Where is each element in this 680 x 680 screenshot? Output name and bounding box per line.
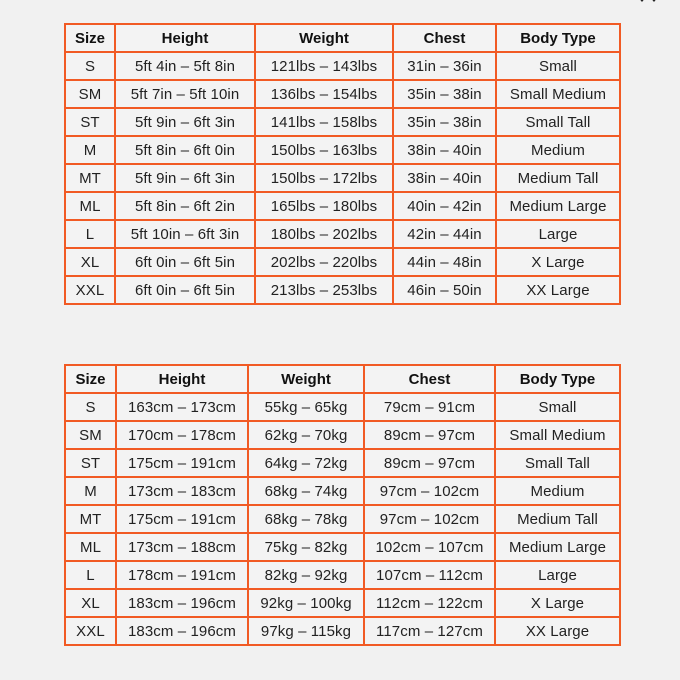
cell-body-type: Small <box>496 52 620 80</box>
cell-size: ST <box>65 449 116 477</box>
cell-height: 178cm – 191cm <box>116 561 248 589</box>
cell-height: 5ft 4in – 5ft 8in <box>115 52 255 80</box>
cell-chest: 97cm – 102cm <box>364 505 495 533</box>
cell-height: 6ft 0in – 6ft 5in <box>115 248 255 276</box>
cell-height: 5ft 10in – 6ft 3in <box>115 220 255 248</box>
cell-weight: 150lbs – 163lbs <box>255 136 393 164</box>
cell-body-type: Medium Tall <box>496 164 620 192</box>
cell-height: 175cm – 191cm <box>116 449 248 477</box>
header-chest: Chest <box>364 365 495 393</box>
cell-body-type: Medium Tall <box>495 505 620 533</box>
table-row <box>65 108 620 136</box>
header-body-type: Body Type <box>495 365 620 393</box>
table-row <box>65 421 620 449</box>
cell-chest: 107cm – 112cm <box>364 561 495 589</box>
cell-chest: 89cm – 97cm <box>364 449 495 477</box>
cell-chest: 102cm – 107cm <box>364 533 495 561</box>
header-height: Height <box>115 24 255 52</box>
cell-weight: 141lbs – 158lbs <box>255 108 393 136</box>
header-chest: Chest <box>393 24 496 52</box>
cell-height: 6ft 0in – 6ft 5in <box>115 276 255 304</box>
cell-chest: 46in – 50in <box>393 276 496 304</box>
table-row <box>65 561 620 589</box>
header-weight: Weight <box>248 365 364 393</box>
cell-weight: 68kg – 78kg <box>248 505 364 533</box>
cell-size: XXL <box>65 617 116 645</box>
cell-body-type: XX Large <box>495 617 620 645</box>
cell-chest: 44in – 48in <box>393 248 496 276</box>
cell-weight: 180lbs – 202lbs <box>255 220 393 248</box>
cell-size: L <box>65 561 116 589</box>
header-body-type: Body Type <box>496 24 620 52</box>
header-height: Height <box>116 365 248 393</box>
cell-size: L <box>65 220 115 248</box>
cell-weight: 68kg – 74kg <box>248 477 364 505</box>
cell-body-type: Small <box>495 393 620 421</box>
header-weight: Weight <box>255 24 393 52</box>
cell-size: SM <box>65 80 115 108</box>
cell-height: 5ft 9in – 6ft 3in <box>115 108 255 136</box>
cell-weight: 92kg – 100kg <box>248 589 364 617</box>
cell-chest: 40in – 42in <box>393 192 496 220</box>
table-row <box>65 477 620 505</box>
cell-body-type: Large <box>496 220 620 248</box>
cell-chest: 117cm – 127cm <box>364 617 495 645</box>
cell-body-type: Medium <box>496 136 620 164</box>
cell-weight: 213lbs – 253lbs <box>255 276 393 304</box>
header-size: Size <box>65 24 115 52</box>
table-header-row <box>65 365 620 393</box>
cell-height: 183cm – 196cm <box>116 589 248 617</box>
cell-chest: 112cm – 122cm <box>364 589 495 617</box>
table-row <box>65 136 620 164</box>
table-row <box>65 505 620 533</box>
cell-height: 173cm – 183cm <box>116 477 248 505</box>
table-row <box>65 589 620 617</box>
cell-size: ML <box>65 533 116 561</box>
cell-body-type: Medium Large <box>495 533 620 561</box>
cell-chest: 97cm – 102cm <box>364 477 495 505</box>
cell-height: 5ft 9in – 6ft 3in <box>115 164 255 192</box>
table-row <box>65 52 620 80</box>
cell-body-type: X Large <box>495 589 620 617</box>
cell-weight: 97kg – 115kg <box>248 617 364 645</box>
cell-height: 173cm – 188cm <box>116 533 248 561</box>
cell-body-type: Large <box>495 561 620 589</box>
cell-height: 170cm – 178cm <box>116 421 248 449</box>
imperial-size-table <box>64 23 621 305</box>
cell-weight: 55kg – 65kg <box>248 393 364 421</box>
cell-height: 5ft 8in – 6ft 0in <box>115 136 255 164</box>
cell-weight: 75kg – 82kg <box>248 533 364 561</box>
cell-weight: 202lbs – 220lbs <box>255 248 393 276</box>
imperial-table-body <box>65 52 620 304</box>
table-row <box>65 617 620 645</box>
table-row <box>65 220 620 248</box>
cell-weight: 121lbs – 143lbs <box>255 52 393 80</box>
header-size: Size <box>65 365 116 393</box>
cell-body-type: Medium Large <box>496 192 620 220</box>
cell-body-type: Small Tall <box>495 449 620 477</box>
table-row <box>65 164 620 192</box>
cell-chest: 31in – 36in <box>393 52 496 80</box>
table-row <box>65 393 620 421</box>
cell-size: S <box>65 393 116 421</box>
cell-size: XL <box>65 248 115 276</box>
cell-body-type: Small Medium <box>496 80 620 108</box>
cell-weight: 64kg – 72kg <box>248 449 364 477</box>
cell-weight: 165lbs – 180lbs <box>255 192 393 220</box>
table-header-row <box>65 24 620 52</box>
cell-size: M <box>65 477 116 505</box>
cell-weight: 82kg – 92kg <box>248 561 364 589</box>
cell-weight: 136lbs – 154lbs <box>255 80 393 108</box>
cell-height: 175cm – 191cm <box>116 505 248 533</box>
table-row <box>65 533 620 561</box>
cell-chest: 38in – 40in <box>393 164 496 192</box>
cell-body-type: X Large <box>496 248 620 276</box>
metric-size-table <box>64 364 621 646</box>
metric-table-body <box>65 393 620 645</box>
cell-height: 183cm – 196cm <box>116 617 248 645</box>
chevrons-icon <box>634 0 662 4</box>
cell-chest: 35in – 38in <box>393 108 496 136</box>
cell-size: XL <box>65 589 116 617</box>
cell-chest: 42in – 44in <box>393 220 496 248</box>
cell-body-type: XX Large <box>496 276 620 304</box>
table-row <box>65 276 620 304</box>
cell-size: ST <box>65 108 115 136</box>
table-row <box>65 80 620 108</box>
cell-size: XXL <box>65 276 115 304</box>
cell-body-type: Small Medium <box>495 421 620 449</box>
cell-height: 5ft 7in – 5ft 10in <box>115 80 255 108</box>
cell-height: 163cm – 173cm <box>116 393 248 421</box>
cell-size: SM <box>65 421 116 449</box>
cell-chest: 35in – 38in <box>393 80 496 108</box>
table-row <box>65 449 620 477</box>
cell-body-type: Small Tall <box>496 108 620 136</box>
cell-weight: 62kg – 70kg <box>248 421 364 449</box>
cell-size: MT <box>65 505 116 533</box>
cell-height: 5ft 8in – 6ft 2in <box>115 192 255 220</box>
cell-size: S <box>65 52 115 80</box>
cell-size: MT <box>65 164 115 192</box>
cell-body-type: Medium <box>495 477 620 505</box>
cell-chest: 89cm – 97cm <box>364 421 495 449</box>
table-row <box>65 192 620 220</box>
table-row <box>65 248 620 276</box>
cell-chest: 79cm – 91cm <box>364 393 495 421</box>
cell-size: M <box>65 136 115 164</box>
cell-size: ML <box>65 192 115 220</box>
cell-chest: 38in – 40in <box>393 136 496 164</box>
cell-weight: 150lbs – 172lbs <box>255 164 393 192</box>
